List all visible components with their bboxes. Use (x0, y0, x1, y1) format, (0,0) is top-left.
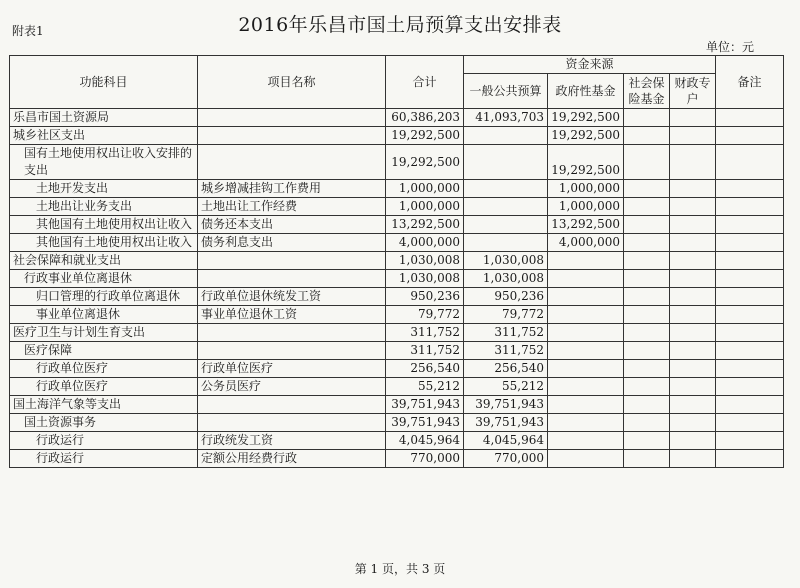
cell-general: 55,212 (464, 378, 548, 396)
cell-total: 79,772 (386, 306, 464, 324)
cell-item (198, 396, 386, 414)
cell-special (670, 198, 716, 216)
cell-func: 医疗保障 (10, 342, 198, 360)
cell-item (198, 414, 386, 432)
cell-fund (548, 414, 624, 432)
cell-social (624, 252, 670, 270)
cell-social (624, 378, 670, 396)
cell-special (670, 378, 716, 396)
cell-special (670, 270, 716, 288)
cell-social (624, 306, 670, 324)
cell-social (624, 109, 670, 127)
cell-social (624, 324, 670, 342)
cell-note (716, 450, 784, 468)
cell-special (670, 180, 716, 198)
cell-item (198, 252, 386, 270)
header-row (10, 56, 784, 74)
cell-social (624, 145, 670, 180)
cell-note (716, 396, 784, 414)
cell-total: 311,752 (386, 324, 464, 342)
cell-func: 国土海洋气象等支出 (10, 396, 198, 414)
cell-note (716, 306, 784, 324)
table-row (10, 145, 784, 180)
cell-note (716, 252, 784, 270)
cell-note (716, 432, 784, 450)
col-fund: 政府性基金 (548, 74, 624, 109)
table-row (10, 252, 784, 270)
cell-general: 256,540 (464, 360, 548, 378)
col-note: 备注 (716, 56, 784, 109)
cell-item: 事业单位退休工资 (198, 306, 386, 324)
cell-func: 土地开发支出 (10, 180, 198, 198)
cell-total: 1,000,000 (386, 198, 464, 216)
cell-general (464, 127, 548, 145)
cell-general (464, 198, 548, 216)
cell-note (716, 216, 784, 234)
table-row (10, 180, 784, 198)
cell-social (624, 450, 670, 468)
cell-special (670, 109, 716, 127)
cell-general: 950,236 (464, 288, 548, 306)
cell-total: 1,000,000 (386, 180, 464, 198)
table-row (10, 288, 784, 306)
cell-item (198, 270, 386, 288)
cell-general: 311,752 (464, 342, 548, 360)
cell-special (670, 306, 716, 324)
cell-fund: 19,292,500 (548, 109, 624, 127)
cell-func: 乐昌市国土资源局 (10, 109, 198, 127)
cell-note (716, 414, 784, 432)
table-row (10, 414, 784, 432)
cell-total: 39,751,943 (386, 396, 464, 414)
cell-special (670, 127, 716, 145)
cell-fund (548, 396, 624, 414)
cell-item (198, 127, 386, 145)
col-social: 社会保险基金 (624, 74, 670, 109)
cell-social (624, 288, 670, 306)
table-row (10, 216, 784, 234)
cell-fund (548, 432, 624, 450)
cell-item (198, 342, 386, 360)
cell-social (624, 342, 670, 360)
table-row (10, 234, 784, 252)
cell-func: 归口管理的行政单位离退休 (10, 288, 198, 306)
cell-item: 行政单位退休统发工资 (198, 288, 386, 306)
cell-note (716, 180, 784, 198)
table-row (10, 324, 784, 342)
cell-fund (548, 378, 624, 396)
cell-fund (548, 270, 624, 288)
cell-general: 39,751,943 (464, 414, 548, 432)
cell-func: 医疗卫生与计划生育支出 (10, 324, 198, 342)
cell-total: 55,212 (386, 378, 464, 396)
col-total: 合计 (386, 56, 464, 109)
attachment-label: 附表1 (12, 24, 44, 38)
cell-func: 行政单位医疗 (10, 378, 198, 396)
cell-fund: 4,000,000 (548, 234, 624, 252)
cell-special (670, 252, 716, 270)
cell-total: 4,045,964 (386, 432, 464, 450)
cell-general: 770,000 (464, 450, 548, 468)
page-footer: 第 1 页，共 3 页 (354, 562, 446, 576)
cell-social (624, 127, 670, 145)
cell-func: 土地出让业务支出 (10, 198, 198, 216)
cell-item: 公务员医疗 (198, 378, 386, 396)
cell-func: 行政运行 (10, 450, 198, 468)
cell-general: 311,752 (464, 324, 548, 342)
cell-note (716, 324, 784, 342)
cell-special (670, 342, 716, 360)
cell-special (670, 450, 716, 468)
table-row (10, 270, 784, 288)
cell-note (716, 360, 784, 378)
cell-func: 国土资源事务 (10, 414, 198, 432)
cell-item (198, 145, 386, 180)
table-row (10, 360, 784, 378)
cell-func: 事业单位离退休 (10, 306, 198, 324)
col-special: 财政专户 (670, 74, 716, 109)
cell-total: 19,292,500 (386, 145, 464, 180)
cell-social (624, 234, 670, 252)
cell-total: 4,000,000 (386, 234, 464, 252)
table-row (10, 127, 784, 145)
cell-general: 41,093,703 (464, 109, 548, 127)
cell-general: 4,045,964 (464, 432, 548, 450)
cell-item (198, 324, 386, 342)
table-row (10, 450, 784, 468)
cell-special (670, 324, 716, 342)
cell-fund: 1,000,000 (548, 198, 624, 216)
cell-total: 60,386,203 (386, 109, 464, 127)
cell-note (716, 145, 784, 180)
cell-social (624, 198, 670, 216)
cell-item: 定额公用经费行政 (198, 450, 386, 468)
cell-func: 其他国有土地使用权出让收入 (10, 234, 198, 252)
cell-func: 行政单位医疗 (10, 360, 198, 378)
budget-table (9, 55, 784, 468)
cell-social (624, 414, 670, 432)
cell-item: 债务还本支出 (198, 216, 386, 234)
cell-item: 土地出让工作经费 (198, 198, 386, 216)
cell-note (716, 127, 784, 145)
table-row (10, 378, 784, 396)
cell-func: 其他国有土地使用权出让收入 (10, 216, 198, 234)
cell-note (716, 198, 784, 216)
cell-item: 城乡增减挂钩工作费用 (198, 180, 386, 198)
cell-func: 行政事业单位离退休 (10, 270, 198, 288)
cell-item: 行政统发工资 (198, 432, 386, 450)
cell-func: 国有土地使用权出让收入安排的支出 (10, 145, 198, 180)
table-row (10, 342, 784, 360)
cell-fund (548, 288, 624, 306)
cell-item (198, 109, 386, 127)
cell-general (464, 145, 548, 180)
cell-fund (548, 450, 624, 468)
cell-fund (548, 306, 624, 324)
cell-general: 1,030,008 (464, 270, 548, 288)
cell-note (716, 270, 784, 288)
cell-item: 债务利息支出 (198, 234, 386, 252)
col-general: 一般公共预算 (464, 74, 548, 109)
cell-func: 行政运行 (10, 432, 198, 450)
page-title: 2016年乐昌市国土局预算支出安排表 (238, 14, 562, 36)
cell-general: 39,751,943 (464, 396, 548, 414)
cell-total: 256,540 (386, 360, 464, 378)
cell-social (624, 360, 670, 378)
cell-social (624, 180, 670, 198)
cell-fund (548, 324, 624, 342)
cell-note (716, 342, 784, 360)
cell-total: 1,030,008 (386, 252, 464, 270)
cell-social (624, 216, 670, 234)
cell-special (670, 360, 716, 378)
col-source: 资金来源 (464, 56, 716, 74)
table-row (10, 432, 784, 450)
cell-note (716, 288, 784, 306)
cell-total: 311,752 (386, 342, 464, 360)
cell-special (670, 288, 716, 306)
cell-fund (548, 252, 624, 270)
table-row (10, 396, 784, 414)
cell-fund: 19,292,500 (548, 145, 624, 180)
cell-general: 1,030,008 (464, 252, 548, 270)
cell-func: 城乡社区支出 (10, 127, 198, 145)
cell-general: 79,772 (464, 306, 548, 324)
cell-total: 19,292,500 (386, 127, 464, 145)
cell-special (670, 414, 716, 432)
table-row (10, 198, 784, 216)
cell-fund: 13,292,500 (548, 216, 624, 234)
cell-special (670, 234, 716, 252)
cell-func: 社会保障和就业支出 (10, 252, 198, 270)
cell-special (670, 432, 716, 450)
cell-fund (548, 360, 624, 378)
cell-item: 行政单位医疗 (198, 360, 386, 378)
cell-social (624, 270, 670, 288)
table-row (10, 306, 784, 324)
cell-note (716, 109, 784, 127)
unit-label: 单位：元 (705, 40, 754, 54)
cell-social (624, 432, 670, 450)
cell-fund (548, 342, 624, 360)
cell-general (464, 216, 548, 234)
cell-special (670, 396, 716, 414)
cell-special (670, 145, 716, 180)
cell-fund: 1,000,000 (548, 180, 624, 198)
cell-total: 770,000 (386, 450, 464, 468)
cell-note (716, 378, 784, 396)
cell-total: 13,292,500 (386, 216, 464, 234)
cell-general (464, 180, 548, 198)
col-func: 功能科目 (10, 56, 198, 109)
table-row (10, 109, 784, 127)
col-item: 项目名称 (198, 56, 386, 109)
cell-fund: 19,292,500 (548, 127, 624, 145)
cell-total: 39,751,943 (386, 414, 464, 432)
cell-total: 950,236 (386, 288, 464, 306)
cell-special (670, 216, 716, 234)
cell-note (716, 234, 784, 252)
cell-social (624, 396, 670, 414)
cell-general (464, 234, 548, 252)
cell-total: 1,030,008 (386, 270, 464, 288)
